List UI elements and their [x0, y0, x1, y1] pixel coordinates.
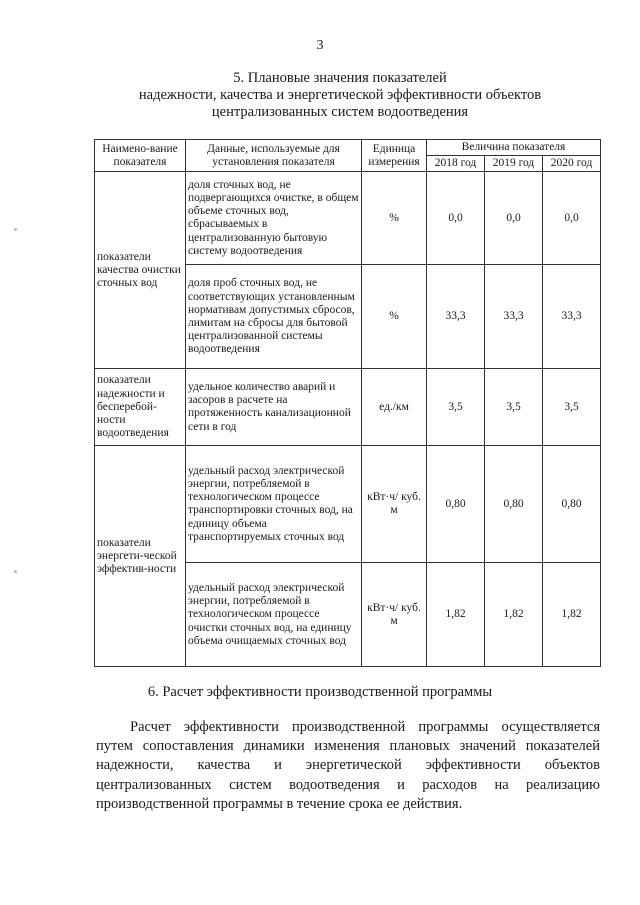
- unit-cell: ед./км: [362, 369, 427, 446]
- paragraph-line: производственной программы в течение срока ее действия.: [96, 795, 463, 812]
- section-5-title-line-2: надежности, качества и энергетической эффективности объектов: [138, 87, 542, 103]
- description-cell: удельный расход электрической энергии, потребляемой в технологическом процессе очистки сточных вод, на единицу объема очищаемых сточных вод: [186, 563, 362, 667]
- page-number: 3: [316, 38, 324, 53]
- header-indicator-name: Наимено-вание показателя: [95, 140, 186, 172]
- description-cell: удельное количество аварий и засоров в расчете на протяженность канализационной сети в год: [186, 369, 362, 446]
- unit-cell: %: [362, 265, 427, 369]
- table-row: [95, 446, 601, 563]
- unit-cell: %: [362, 172, 427, 265]
- section-5-title-line-1: 5. Плановые значения показателей: [233, 70, 447, 86]
- margin-mark: [14, 228, 17, 231]
- unit-cell: кВт·ч/ куб. м: [362, 563, 427, 667]
- value-cell: 0,80: [485, 446, 543, 563]
- margin-mark: [14, 570, 17, 573]
- unit-cell: кВт·ч/ куб. м: [362, 446, 427, 563]
- table-header-row: [95, 140, 601, 156]
- category-cell: показатели надежности и бесперебой-ности водоотведения: [95, 369, 186, 446]
- header-year-2019: 2019 год: [485, 156, 543, 172]
- header-unit: Единица измерения: [362, 140, 427, 172]
- paragraph-line: надежности, качества и энергетической эффективности объектов: [96, 757, 600, 774]
- category-cell: показатели качества очистки сточных вод: [95, 172, 186, 369]
- value-cell: 3,5: [485, 369, 543, 446]
- value-cell: 0,0: [485, 172, 543, 265]
- section-6-paragraph: [96, 718, 600, 814]
- section-6-title: 6. Расчет эффективности производственной программы: [147, 684, 493, 700]
- value-cell: 1,82: [427, 563, 485, 667]
- value-cell: 1,82: [543, 563, 601, 667]
- category-cell: показатели энергети-ческой эффектив-ности: [95, 446, 186, 667]
- paragraph-line: централизованных систем водоотведения и расходов на реализацию: [96, 776, 600, 793]
- section-5-title-line-3: централизованных систем водоотведения: [211, 104, 469, 120]
- value-cell: 33,3: [427, 265, 485, 369]
- header-data-used: Данные, используемые для установления показателя: [186, 140, 362, 172]
- header-value: Величина показателя: [427, 140, 601, 156]
- value-cell: 33,3: [485, 265, 543, 369]
- table-row: [95, 369, 601, 446]
- value-cell: 0,80: [543, 446, 601, 563]
- value-cell: 1,82: [485, 563, 543, 667]
- header-year-2018: 2018 год: [427, 156, 485, 172]
- paragraph-line: Расчет эффективности производственной программы осуществляется: [130, 719, 600, 735]
- value-cell: 3,5: [543, 369, 601, 446]
- description-cell: удельный расход электрической энергии, потребляемой в технологическом процессе транспортировки сточных вод, на единицу объема транспортируемых сточных вод: [186, 446, 362, 563]
- value-cell: 0,80: [427, 446, 485, 563]
- description-cell: доля сточных вод, не подвергающихся очистке, в общем объеме сточных вод, сбрасываемых в централизованную бытовую систему водоотведения: [186, 172, 362, 265]
- value-cell: 33,3: [543, 265, 601, 369]
- value-cell: 3,5: [427, 369, 485, 446]
- value-cell: 0,0: [427, 172, 485, 265]
- paragraph-line: путем сопоставления динамики изменения плановых значений показателей: [96, 738, 600, 755]
- value-cell: 0,0: [543, 172, 601, 265]
- description-cell: доля проб сточных вод, не соответствующих установленным нормативам допустимых сбросов, лимитам на сбросы для бытовой централизованной системы водоотведения: [186, 265, 362, 369]
- table-row: [95, 172, 601, 265]
- indicators-table: [94, 139, 601, 667]
- header-year-2020: 2020 год: [543, 156, 601, 172]
